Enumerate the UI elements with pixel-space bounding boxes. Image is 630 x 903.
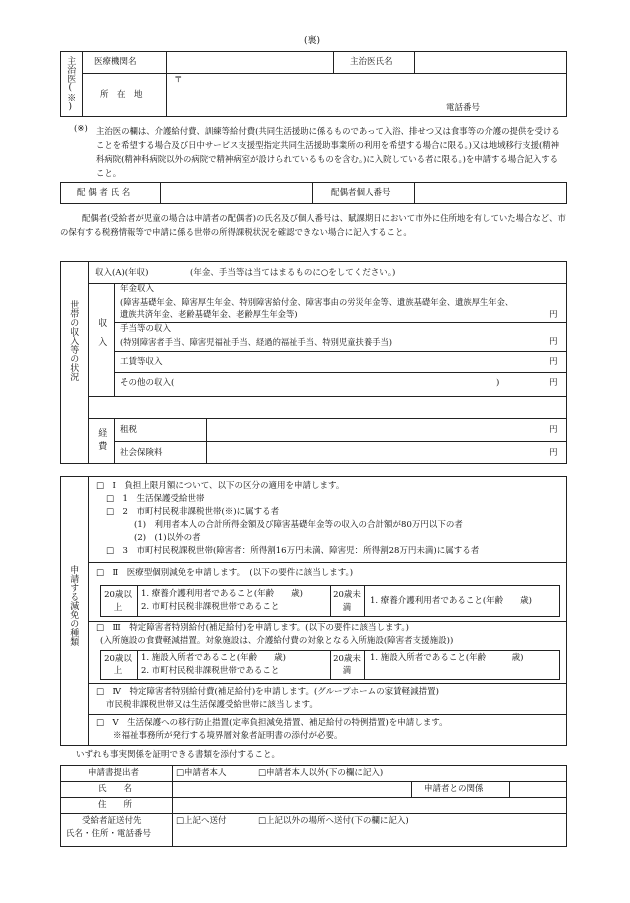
reduction-i-3: □ 3 市町村民税課税世帯(障害者：所得割16万円未満、障害児：所得割28万円未満)に属する者	[106, 546, 480, 556]
reduction-ii-cond-2: 2. 市町村民税非課税世帯であること	[141, 602, 280, 612]
delivery-label-2: 氏名・住所・電話番号	[66, 829, 152, 839]
expense-insurance-label: 社会保険料	[120, 448, 163, 458]
delivery-label-1: 受給者証送付先	[82, 816, 142, 826]
income-sub-label: 収入	[96, 318, 107, 356]
doctor-side-label: 主治医(※)	[65, 56, 76, 112]
expense-tax-label: 租税	[120, 425, 138, 435]
reduction-iv-title: □ Ⅳ 特定障害者特別給付費(補足給付)を申請します。(グループホームの家賃軽減措置)	[96, 687, 439, 697]
doctor-note-mark: (※)	[74, 124, 88, 134]
reduction-i-title: □ Ⅰ 負担上限月額について、以下の区分の適用を申請します。	[96, 481, 345, 491]
applicant-name-label: 氏 名	[98, 784, 133, 794]
submitter-label: 申請書提出者	[88, 768, 140, 778]
income-pension-unit: 円	[549, 310, 558, 320]
spouse-note: 配偶者(受給者が児童の場合は申請者の配偶者)の氏名及び個人番号は、賦課期日において市外に住所地を有していた場合など、市の保有する税務情報等で申請に係る世帯の所得課税状況を確認できない場合に記入すること。	[60, 213, 566, 237]
income-side-label: 世帯の収入等の状況	[68, 300, 79, 381]
income-allowance-label: 手当等の収入	[120, 324, 172, 334]
income-header-label: 収入(A)(年収)	[95, 268, 149, 278]
doctor-name-label: 主治医氏名	[350, 57, 393, 67]
income-header-note: (年金、手当等は当てはまるものに○をしてください。)	[190, 268, 396, 278]
income-other-unit: 円	[549, 378, 558, 388]
reduction-iii-age-over: 20歳以上	[104, 654, 132, 676]
reduction-iii-cond-under: 1. 施設入所者であること(年齢 歳)	[370, 653, 524, 663]
spouse-name-label: 配 偶 者 氏 名	[77, 188, 131, 198]
reduction-v-sub: ※福祉事務所が発行する境界層対象者証明書の添付が必要。	[113, 731, 343, 741]
reduction-ii-age-under: 20歳未満	[333, 590, 361, 613]
reduction-iii-cond-2: 2. 市町村民税非課税世帯であること	[141, 666, 280, 676]
reduction-i-2: □ 2 市町村民税非課税世帯(※)に属する者	[106, 507, 280, 517]
reduction-ii-age-over: 20歳以上	[104, 590, 132, 613]
delivery-option-other[interactable]: □上記以外の場所へ送付(下の欄に記入)	[258, 816, 409, 826]
reduction-iii-age-under: 20歳未満	[333, 654, 361, 676]
reduction-iii-sub: (入所施設の食費軽減措置。対象施設は、介護給付費の対象となる入所施設(障害者支援施設))	[100, 636, 454, 646]
income-other-label: その他の収入(	[120, 378, 175, 388]
income-pension-detail: (障害基礎年金、障害厚生年金、特別障害給付金、障害事由の労災年金等、遺族基礎年金、遺族厚生年金、遺族共済年金、老齢基礎年金、老齢厚生年金等)	[120, 297, 514, 319]
reduction-ii-title: □ Ⅱ 医療型個別減免を申請します。 (以下の要件に該当します。)	[96, 568, 354, 578]
income-pension-label: 年金収入	[120, 284, 155, 294]
spouse-number-label: 配偶者個人番号	[331, 188, 391, 198]
reduction-ii-cond-1: 1. 療養介護利用者であること(年齢 歳)	[141, 589, 303, 599]
reduction-v-title: □ Ⅴ 生活保護への移行防止措置(定率負担減免措置、補足給付の特例措置)を申請します。	[96, 718, 448, 728]
expense-tax-unit: 円	[549, 425, 558, 435]
income-allowance-unit: 円	[549, 337, 558, 347]
reduction-i-1: □ 1 生活保護受給世帯	[106, 494, 205, 504]
doctor-note-text: 主治医の欄は、介護給付費、訓練等給付費(共同生活援助に係るものであって入浴、排せつ又は食事等の介護の提供を受けることを希望する場合及び日中サービス支援型指定共同生活援助事業所の利用を希望する場合に限る。)又は地域移行支援(精神科病院(精神科病院以外の病院で精神病室が設けられているものを含む。)に入院している者に限る。)を申請する場合記入すること。	[96, 126, 560, 178]
income-allowance-detail: (特別障害者手当、障害児福祉手当、経過的福祉手当、特別児童扶養手当)	[120, 337, 392, 347]
page-label: (裏)	[304, 36, 321, 46]
institution-label: 医療機関名	[94, 57, 137, 67]
phone-label: 電話番号	[446, 103, 481, 113]
reduction-i-2-1: (1) 利用者本人の合計所得金額及び障害基礎年金等の収入の合計額が80万円以下の者	[134, 520, 463, 530]
income-wage-label: 工賃等収入	[120, 357, 163, 367]
expense-insurance-unit: 円	[549, 448, 558, 458]
reduction-i-2-2: (2) (1)以外の者	[134, 533, 201, 543]
applicant-address-label: 住 所	[98, 800, 133, 810]
income-wage-unit: 円	[549, 357, 558, 367]
reduction-iii-title: □ Ⅲ 特定障害者特別給付(補足給付)を申請します。(以下の要件に該当します。)	[96, 623, 409, 633]
spouse-section	[60, 182, 567, 204]
reduction-side-label: 申請する減免の種類	[68, 565, 79, 646]
reduction-ii-cond-under: 1. 療養介護利用者であること(年齢 歳)	[370, 596, 532, 606]
submitter-option-other[interactable]: □申請者本人以外(下の欄に記入)	[258, 768, 384, 778]
delivery-option-above[interactable]: □上記へ送付	[176, 816, 227, 826]
reduction-iv-sub: 市民税非課税世帯又は生活保護受給世帯に該当します。	[106, 700, 318, 710]
submitter-option-self[interactable]: □申請者本人	[176, 768, 227, 778]
attach-note: いずれも事実関係を証明できる書類を添付すること。	[76, 750, 281, 760]
applicant-relation-label: 申請者との関係	[424, 784, 484, 794]
postal-mark: 〒	[174, 75, 183, 85]
income-other-close: )	[496, 378, 500, 388]
address-label: 所 在 地	[100, 90, 143, 100]
reduction-iii-cond-1: 1. 施設入所者であること(年齢 歳)	[141, 653, 286, 663]
expense-side-label: 経費	[96, 428, 107, 454]
